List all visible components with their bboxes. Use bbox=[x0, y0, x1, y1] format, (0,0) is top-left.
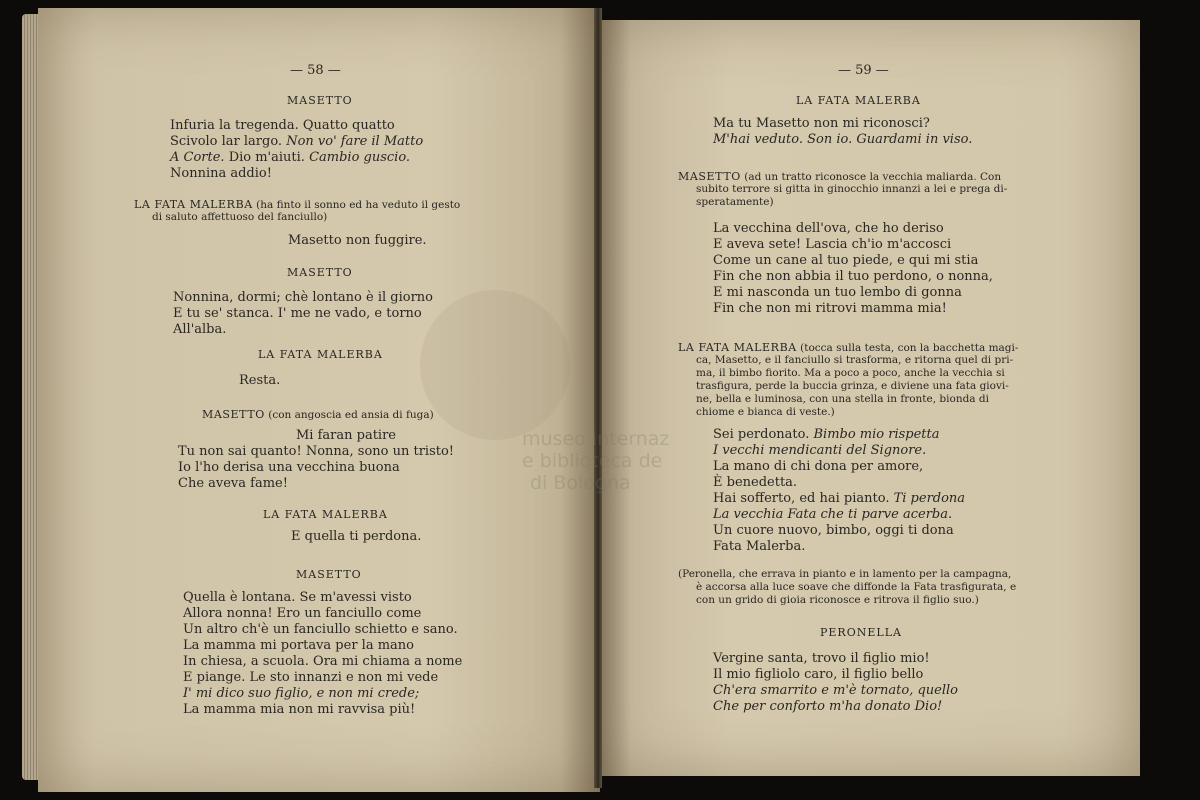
verse-line: E quella ti perdona. bbox=[291, 529, 422, 544]
stage-direction: ne, bella e luminosa, con una stella in fronte, bionda di bbox=[696, 393, 989, 405]
book-gutter bbox=[594, 8, 602, 788]
verse-line: M'hai veduto. Son io. Guardami in viso. bbox=[713, 132, 973, 147]
verse-line: E mi nasconda un tuo lembo di gonna bbox=[713, 285, 962, 300]
stage-direction: di saluto affettuoso del fanciullo) bbox=[152, 211, 328, 223]
page-number-left: — 58 — bbox=[290, 63, 341, 78]
verse-line: E tu se' stanca. I' me ne vado, e torno bbox=[173, 306, 422, 321]
verse-line: Masetto non fuggire. bbox=[288, 233, 427, 248]
verse-line: Tu non sai quanto! Nonna, sono un tristo! bbox=[178, 444, 455, 459]
verse-line: La mamma mi portava per la mano bbox=[183, 638, 414, 653]
verse-line: Hai sofferto, ed hai pianto. Ti perdona bbox=[713, 491, 966, 506]
verse-line: Nonnina addio! bbox=[170, 166, 272, 181]
speaker-heading: MASETTO bbox=[287, 266, 353, 279]
speaker-heading: MASETTO bbox=[287, 94, 353, 107]
verse-line: Che aveva fame! bbox=[178, 476, 288, 491]
verse-line: Un cuore nuovo, bimbo, oggi ti dona bbox=[713, 523, 954, 538]
verse-line: Ch'era smarrito e m'è tornato, quello bbox=[713, 683, 958, 698]
speaker-heading: LA FATA MALERBA bbox=[263, 508, 388, 521]
verse-line: Fin che non abbia il tuo perdono, o nonna, bbox=[713, 269, 993, 284]
speaker-heading: LA FATA MALERBA bbox=[796, 94, 921, 107]
stage-direction: MASETTO (ad un tratto riconosce la vecchia maliarda. Con bbox=[678, 170, 1002, 183]
speaker-heading: LA FATA MALERBA bbox=[258, 348, 383, 361]
stage-direction: ca, Masetto, e il fanciullo si trasforma, e ritorna quel di pri- bbox=[696, 354, 1014, 366]
stage-direction: è accorsa alla luce soave che diffonde la Fata trasfigurata, e bbox=[696, 581, 1017, 593]
verse-line: I vecchi mendicanti del Signore. bbox=[713, 443, 927, 458]
watermark-text: museo internaz e biblioteca de di Bologna bbox=[522, 428, 670, 494]
verse-line: All'alba. bbox=[173, 322, 227, 337]
stage-direction: speratamente) bbox=[696, 196, 774, 208]
verse-line: Vergine santa, trovo il figlio mio! bbox=[713, 651, 930, 666]
stage-direction: chiome e bianca di veste.) bbox=[696, 406, 835, 418]
page-number-right: — 59 — bbox=[838, 63, 889, 78]
verse-line: La mamma mia non mi ravvisa più! bbox=[183, 702, 416, 717]
verse-line: Quella è lontana. Se m'avessi visto bbox=[183, 590, 412, 605]
verse-line: In chiesa, a scuola. Ora mi chiama a nome bbox=[183, 654, 463, 669]
verse-line: Resta. bbox=[239, 373, 281, 388]
verse-line: Fata Malerba. bbox=[713, 539, 806, 554]
stage-direction: ma, il bimbo fiorito. Ma a poco a poco, anche la vecchia si bbox=[696, 367, 1005, 379]
stage-direction: (Peronella, che errava in pianto e in lamento per la campagna, bbox=[678, 568, 1012, 580]
speaker-heading: PERONELLA bbox=[820, 626, 902, 639]
verse-line: Io l'ho derisa una vecchina buona bbox=[178, 460, 400, 475]
verse-line: Il mio figliolo caro, il figlio bello bbox=[713, 667, 924, 682]
verse-line: La vecchia Fata che ti parve acerba. bbox=[713, 507, 953, 522]
verse-line: E aveva sete! Lascia ch'io m'accosci bbox=[713, 237, 952, 252]
stage-direction: MASETTO (con angoscia ed ansia di fuga) bbox=[202, 408, 434, 421]
watermark-logo-icon bbox=[420, 290, 570, 440]
verse-line: E piange. Le sto innanzi e non mi vede bbox=[183, 670, 439, 685]
stage-direction: trasfigura, perde la buccia grinza, e diviene una fata giovi- bbox=[696, 380, 1009, 392]
verse-line: La mano di chi dona per amore, bbox=[713, 459, 924, 474]
verse-line: Un altro ch'è un fanciullo schietto e sano. bbox=[183, 622, 458, 637]
verse-line: Come un cane al tuo piede, e qui mi stia bbox=[713, 253, 979, 268]
stage-direction: subito terrore si gitta in ginocchio innanzi a lei e prega di- bbox=[696, 183, 1008, 195]
verse-line: È benedetta. bbox=[713, 475, 798, 490]
stage-direction: con un grido di gioia riconosce e ritrova il figlio suo.) bbox=[696, 594, 979, 606]
verse-line: I' mi dico suo figlio, e non mi crede; bbox=[183, 686, 420, 701]
verse-line: Fin che non mi ritrovi mamma mia! bbox=[713, 301, 947, 316]
verse-line: La vecchina dell'ova, che ho deriso bbox=[713, 221, 944, 236]
verse-line: Sei perdonato. Bimbo mio rispetta bbox=[713, 427, 940, 442]
stage-direction: LA FATA MALERBA (ha finto il sonno ed ha veduto il gesto bbox=[134, 198, 461, 211]
verse-line: Allora nonna! Ero un fanciullo come bbox=[183, 606, 422, 621]
verse-line: Infuria la tregenda. Quatto quatto bbox=[170, 118, 395, 133]
speaker-heading: MASETTO bbox=[296, 568, 362, 581]
stage-direction: LA FATA MALERBA (tocca sulla testa, con la bacchetta magi- bbox=[678, 341, 1019, 354]
verse-line: Scivolo lar largo. Non vo' fare il Matto bbox=[170, 134, 424, 149]
verse-line: Nonnina, dormi; chè lontano è il giorno bbox=[173, 290, 433, 305]
verse-line: A Corte. Dio m'aiuti. Cambio guscio. bbox=[170, 150, 411, 165]
verse-line: Ma tu Masetto non mi riconosci? bbox=[713, 116, 930, 131]
verse-line: Mi faran patire bbox=[296, 428, 396, 443]
verse-line: Che per conforto m'ha donato Dio! bbox=[713, 699, 943, 714]
